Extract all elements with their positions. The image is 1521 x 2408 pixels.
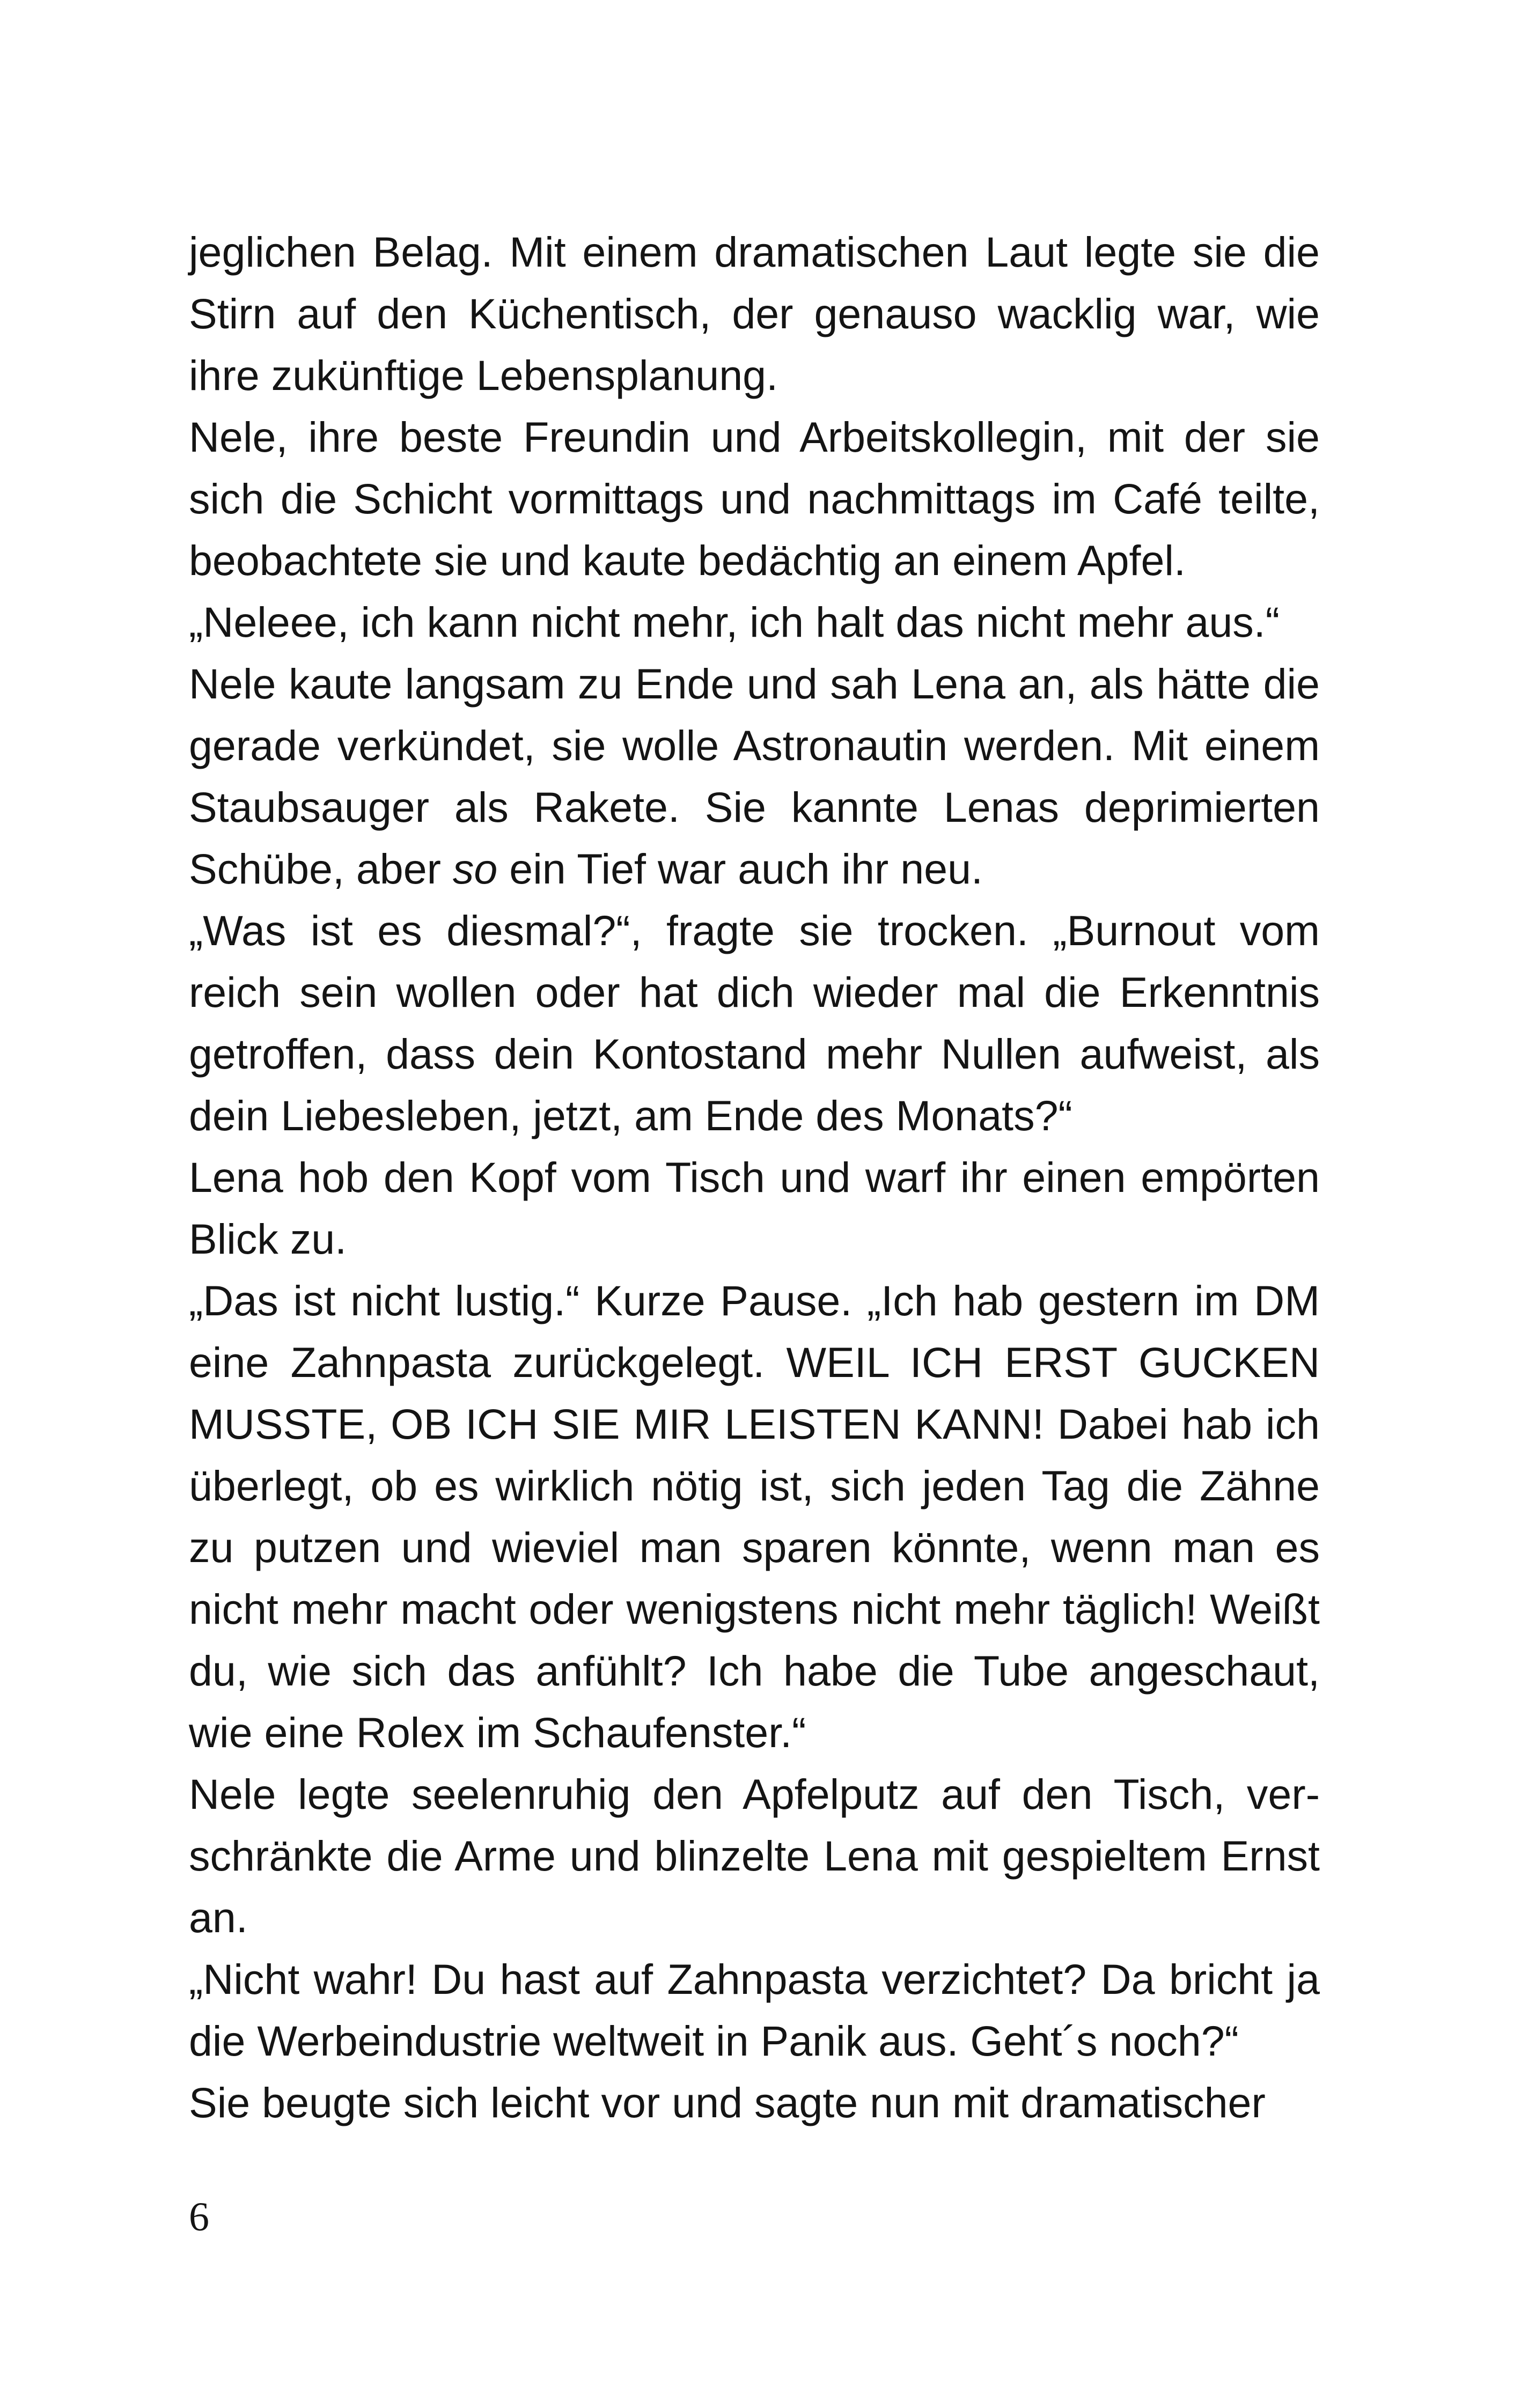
paragraph: „Nicht wahr! Du hast auf Zahnpasta verzichtet? Da bricht ja die Werbeindustrie weltweit in Panik aus. Geht´s noch?“ <box>189 1955 1320 2065</box>
emphasis: so <box>452 845 498 893</box>
paragraph: Nele kaute langsam zu Ende und sah Lena an, als hätte die gerade verkündet, sie wolle Astronautin werden. Mit einem Staubsauger als Rakete. Sie kannte Lenas deprimierten Schübe, aber so ein Tief war auch ihr neu. <box>189 660 1320 893</box>
paragraph: Nele legte seelenruhig den Apfelputz auf den Tisch, verschränkte die Arme und blinzelte Lena mit gespieltem Ernst an. <box>189 1770 1320 1941</box>
paragraph: „Neleee, ich kann nicht mehr, ich halt das nicht mehr aus.“ <box>189 598 1280 646</box>
paragraph: jeglichen Belag. Mit einem dramatischen Laut legte sie die Stirn auf den Küchentisch, der genauso wacklig war, wie ihre zukünftige Lebensplanung. <box>189 228 1320 399</box>
paragraph: Lena hob den Kopf vom Tisch und warf ihr einen empörten Blick zu. <box>189 1153 1320 1263</box>
paragraph: „Das ist nicht lustig.“ Kurze Pause. „Ich hab gestern im DM eine Zahnpasta zurückgelegt. WEIL ICH ERST GUCKEN MUSSTE, OB ICH SIE MIR LEISTEN KANN! Dabei hab ich überlegt, ob es wirklich nötig ist, sich jeden Tag die Zähne zu putzen und wieviel man sparen könnte, wenn man es nicht mehr macht oder wenigstens nicht mehr täglich! Weißt du, wie sich das anfühlt? Ich habe die Tube angeschaut, wie eine Rolex im Schaufenster.“ <box>189 1277 1320 1756</box>
body-text <box>189 221 1320 2133</box>
paragraph: „Was ist es diesmal?“, fragte sie trocken. „Burnout vom reich sein wollen oder hat dich wieder mal die Erkenntnis getroffen, dass dein Kontostand mehr Nullen aufweist, als dein Liebesleben, jetzt, am Ende des Monats?“ <box>189 907 1320 1139</box>
page-number: 6 <box>189 2195 209 2240</box>
paragraph: Nele, ihre beste Freundin und Arbeitskollegin, mit der sie sich die Schicht vormittags und nachmittags im Café teilte, beobachtete sie und kaute bedächtig an einem Apfel. <box>189 413 1320 584</box>
paragraph: Sie beugte sich leicht vor und sagte nun mit dramatischer <box>189 2079 1266 2126</box>
